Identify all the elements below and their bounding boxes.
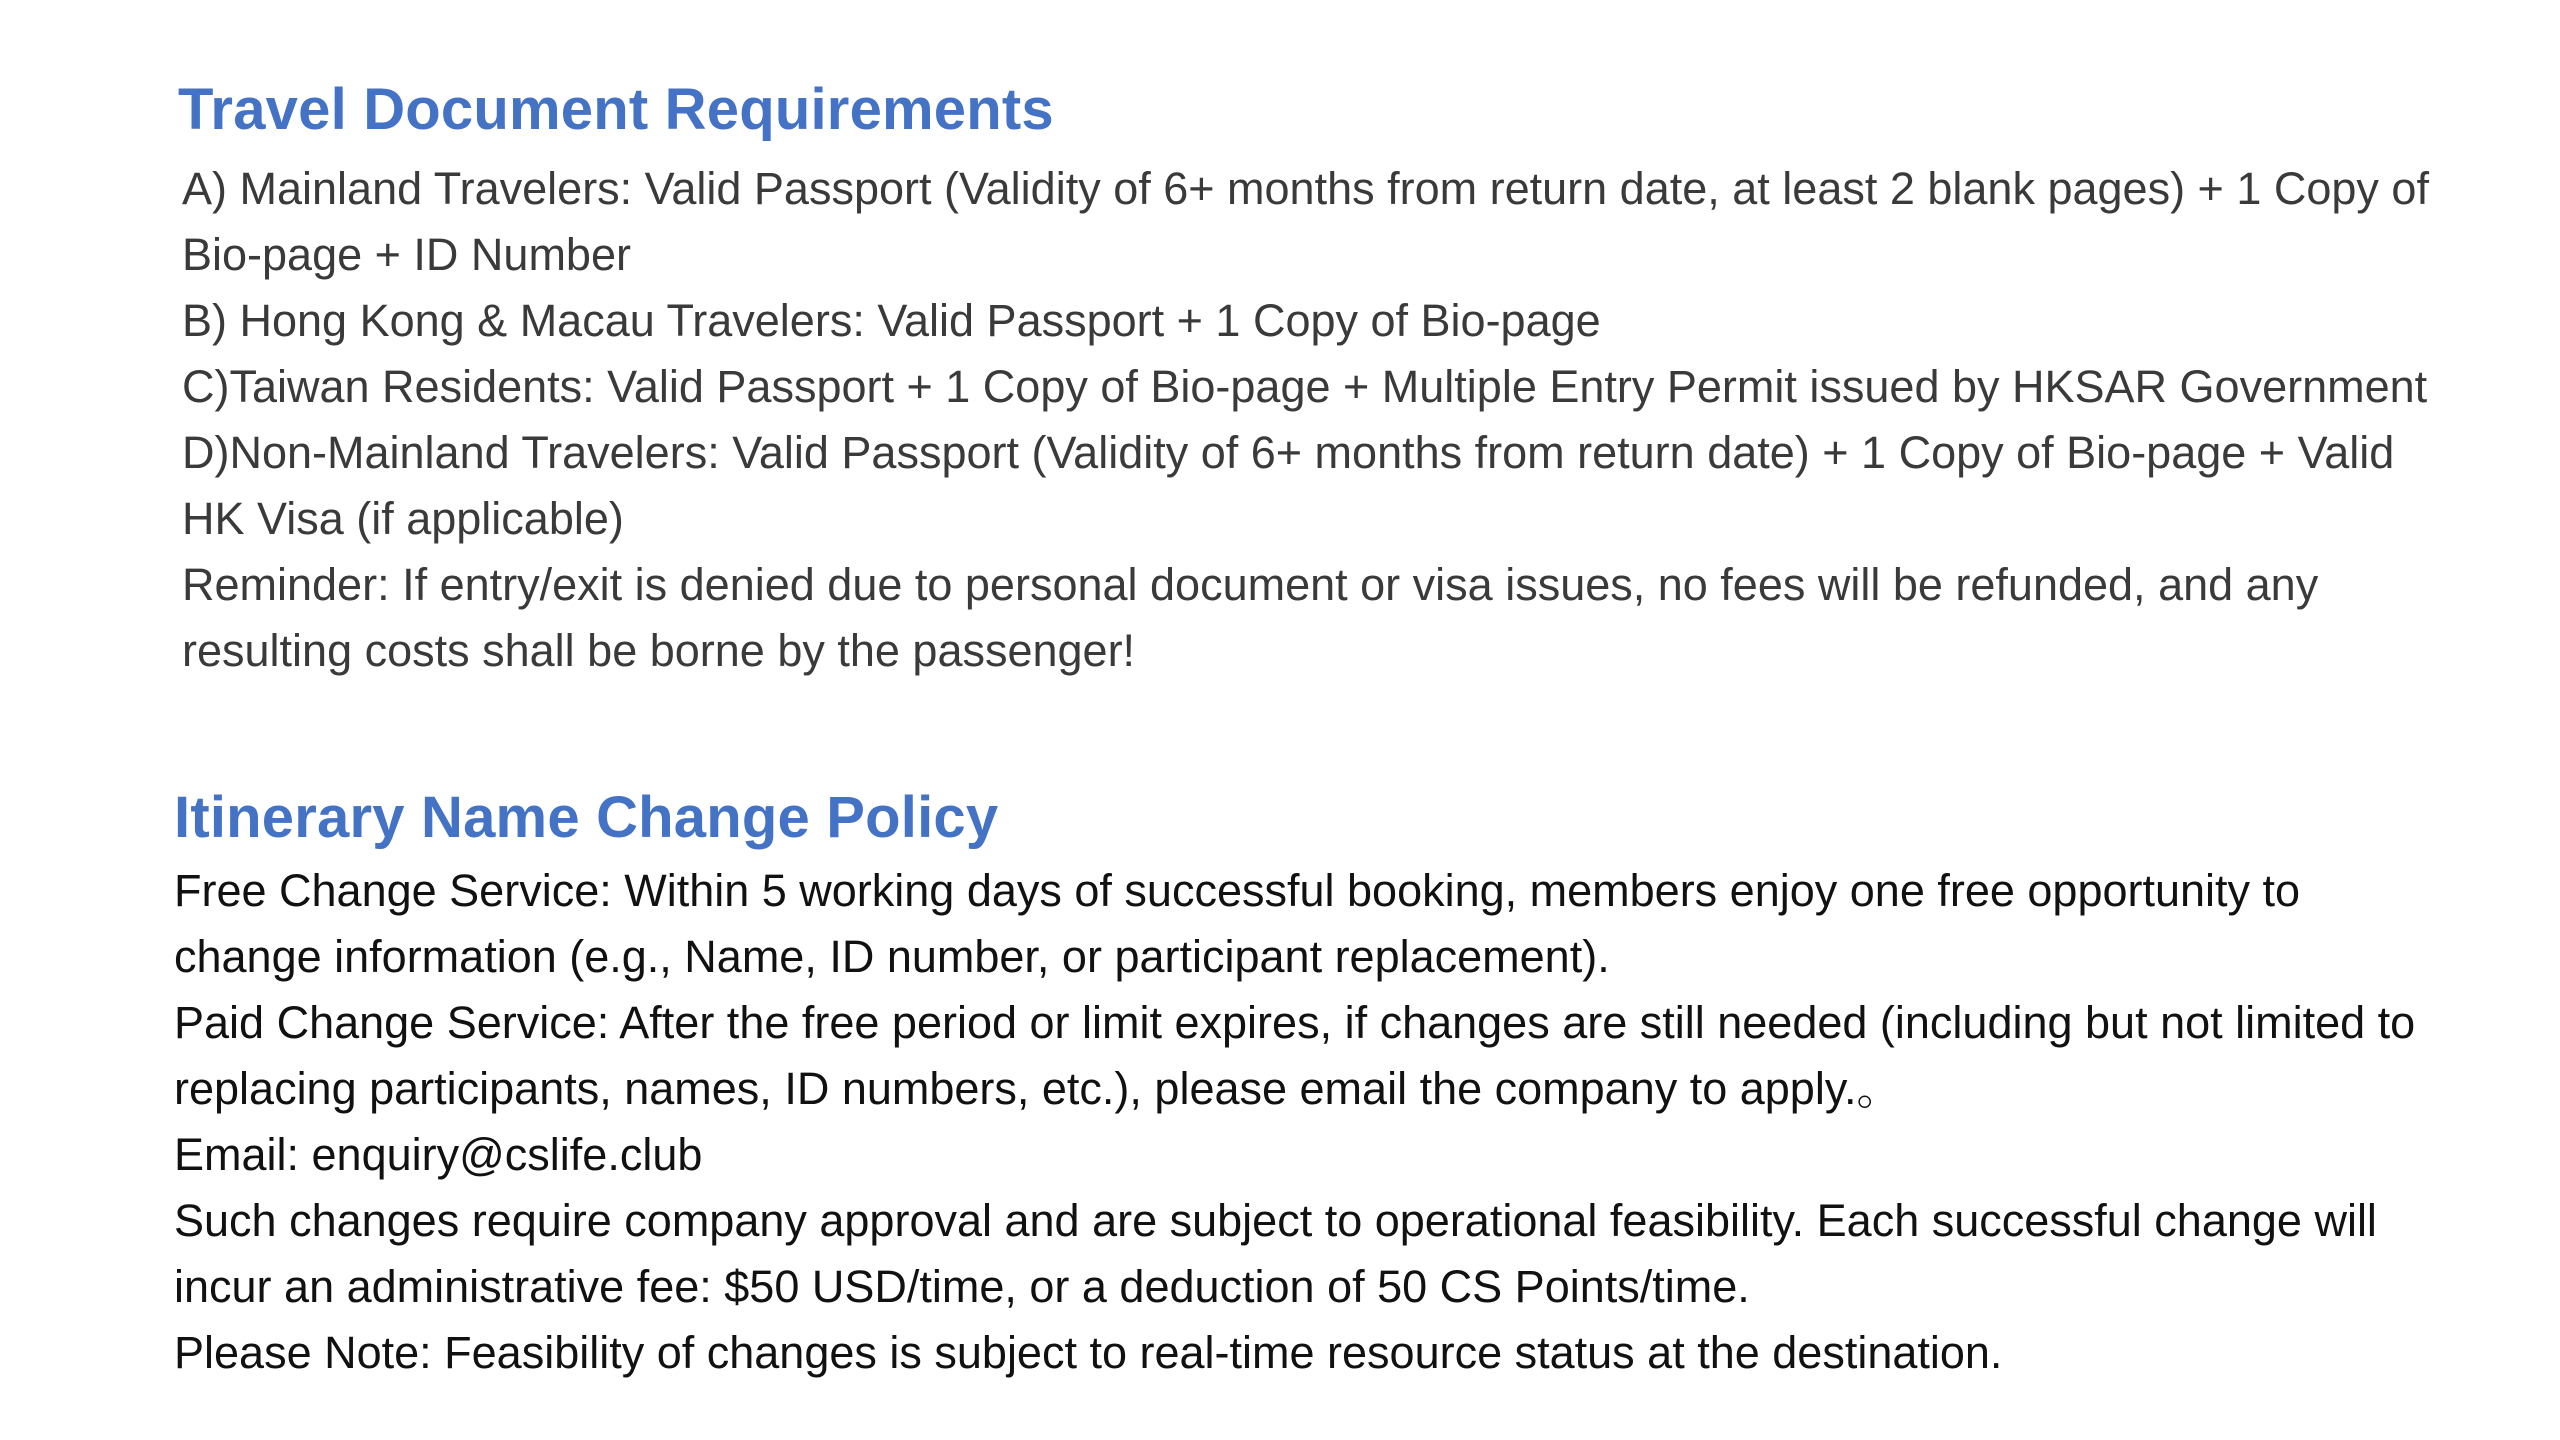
name-change-policy-heading: Itinerary Name Change Policy: [174, 785, 999, 850]
entry-denial-reminder: Reminder: If entry/exit is denied due to personal document or visa issues, no fees will be refunded, and any resulting costs shall be borne by the passenger!: [182, 559, 2319, 676]
travel-document-section: [178, 70, 2448, 684]
travel-document-heading: Travel Document Requirements: [178, 77, 1054, 142]
name-change-policy-list: [174, 858, 2444, 1386]
requirement-hk-macau: B) Hong Kong & Macau Travelers: Valid Passport + 1 Copy of Bio-page: [182, 295, 1601, 346]
requirement-taiwan: C)Taiwan Residents: Valid Passport + 1 Copy of Bio-page + Multiple Entry Permit issued by HKSAR Government: [182, 361, 2428, 412]
change-approval-fee: Such changes require company approval and are subject to operational feasibility. Each successful change will incur an administrative fee: $50 USD/time, or a deduction of 50 CS Points/time.: [174, 1195, 2377, 1312]
requirement-mainland: A) Mainland Travelers: Valid Passport (Validity of 6+ months from return date, at least 2 blank pages) + 1 Copy of Bio-page + ID Number: [182, 163, 2429, 280]
requirement-non-mainland: D)Non-Mainland Travelers: Valid Passport (Validity of 6+ months from return date) + 1 Copy of Bio-page + Valid HK Visa (if applicable): [182, 427, 2395, 544]
name-change-policy-section: [174, 778, 2444, 1386]
paid-change-service: Paid Change Service: After the free period or limit expires, if changes are still needed (including but not limited to replacing participants, names, ID numbers, etc.), please email the company to apply.。: [174, 997, 2416, 1114]
feasibility-note: Please Note: Feasibility of changes is subject to real-time resource status at the destination.: [174, 1327, 2003, 1378]
free-change-service: Free Change Service: Within 5 working days of successful booking, members enjoy one free opportunity to change information (e.g., Name, ID number, or participant replacement).: [174, 865, 2301, 982]
travel-document-list: [178, 156, 2448, 684]
contact-email: Email: enquiry@cslife.club: [174, 1129, 703, 1180]
